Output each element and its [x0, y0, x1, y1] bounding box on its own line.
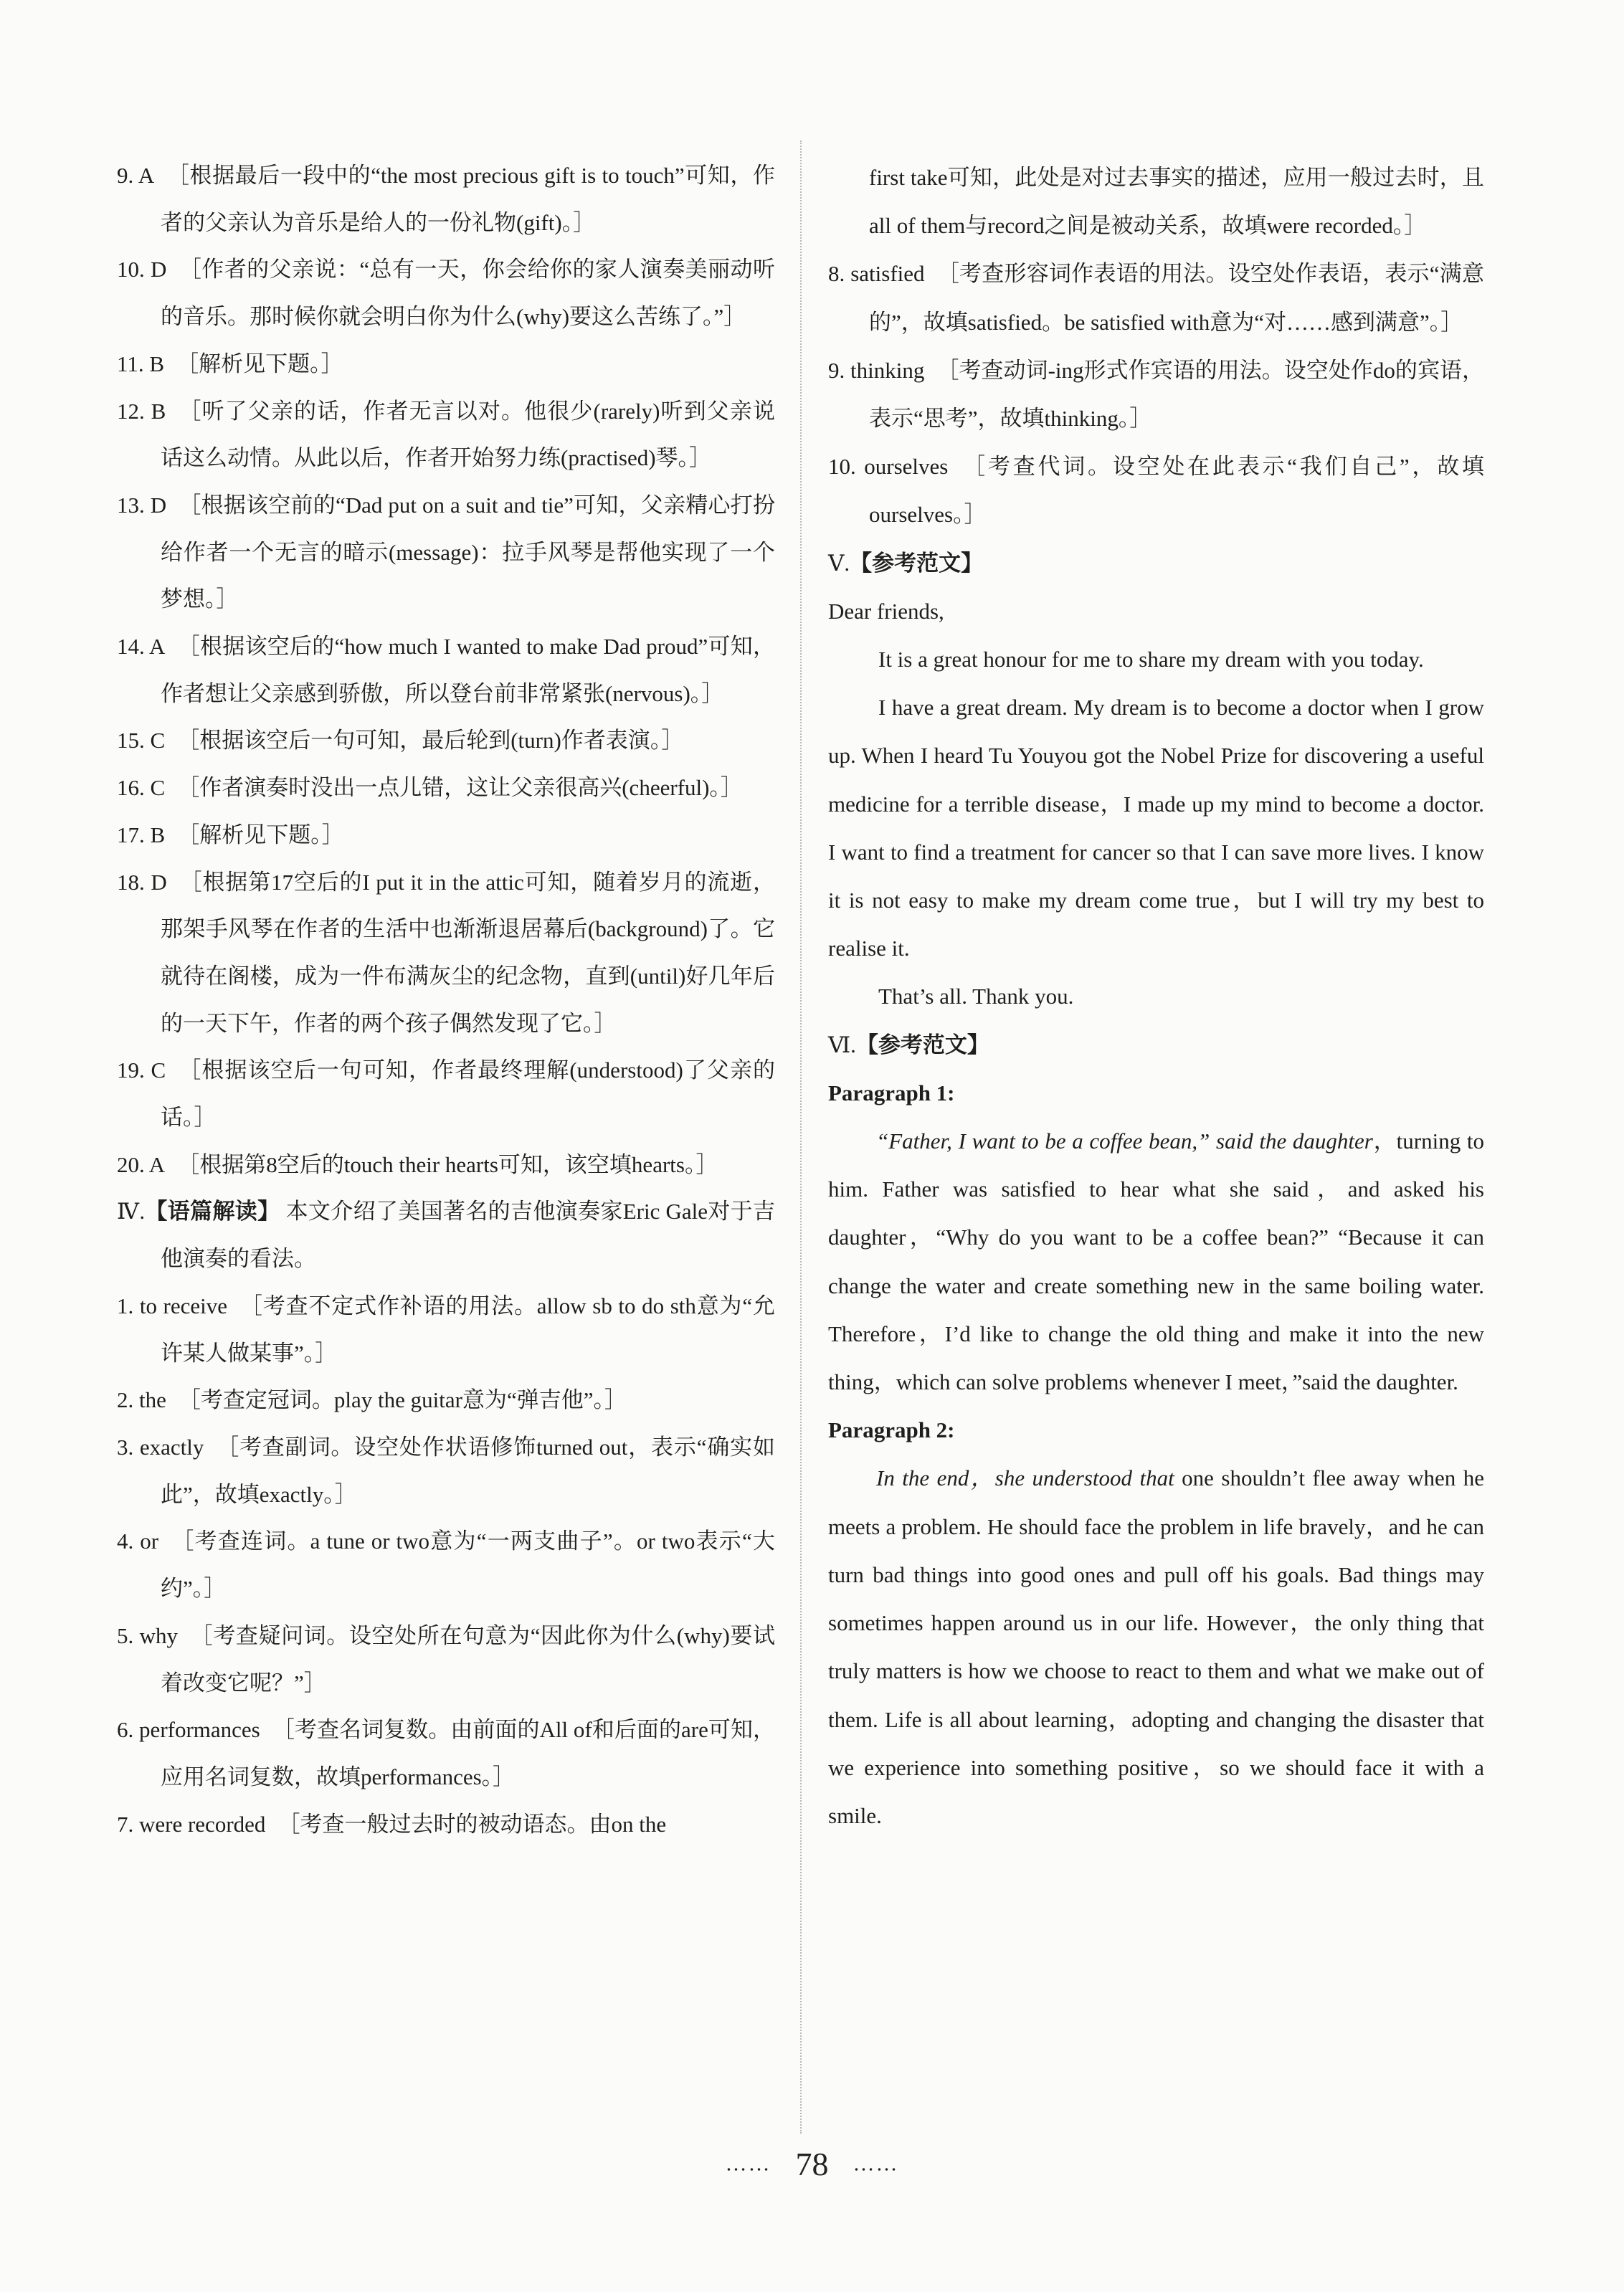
answer-number: 9. A	[117, 163, 155, 188]
footer-dots-right: ……	[853, 2151, 899, 2176]
continuation-paragraph-2	[828, 1454, 1484, 1840]
right-column	[828, 153, 1484, 1840]
answer-explanation: ［考查动词-ing形式作宾语的用法。设空处作do的宾语，表示“思考”，故填thinking。］	[869, 357, 1485, 432]
page-number: 78	[795, 2146, 829, 2182]
answer-explanation: ［解析见下题。］	[177, 822, 344, 847]
answer-explanation: ［考查一般过去时的被动语态。由on the	[277, 1811, 667, 1837]
answer-item	[117, 1283, 775, 1376]
answer-item	[117, 764, 775, 812]
essay-paragraph: It is a great honour for me to share my dream with you today.	[878, 647, 1424, 672]
answer-explanation: ［作者的父亲说：“总有一天，你会给你的家人演奏美丽动听的音乐。那时候你就会明白你为什么(why)要这么苦练了。”］	[161, 257, 775, 330]
answer-item	[117, 859, 775, 1047]
section-iv-intro	[117, 1188, 775, 1282]
answer-item	[117, 1376, 775, 1424]
answer-number: 10. ourselves	[828, 454, 949, 480]
answer-item	[117, 482, 775, 623]
answer-explanation: ［考查副词。设空处作状语修饰turned out，表示“确实如此”，故填exactly。］	[161, 1434, 775, 1507]
answer-explanation: ［根据最后一段中的“the most precious gift is to touch”可知，作者的父亲认为音乐是给人的一份礼物(gift)。］	[161, 163, 775, 235]
paragraph-2-title: Paragraph 2:	[828, 1417, 955, 1443]
answer-explanation: ［考查代词。设空处在此表示“我们自己”，故填ourselves。］	[869, 454, 1484, 528]
answer-item	[117, 1801, 775, 1848]
answer-item	[117, 1612, 775, 1706]
answer-item	[117, 341, 775, 388]
answer-number: 17. B	[117, 822, 166, 847]
answer-item	[828, 442, 1484, 538]
answer-explanation: ［考查定冠词。play the guitar意为“弹吉他”。］	[178, 1387, 627, 1413]
answer-number: 4. or	[117, 1528, 159, 1554]
section-summary: 本文介绍了美国著名的吉他演奏家Eric Gale对于吉他演奏的看法。	[161, 1199, 775, 1272]
answer-explanation: ［考查疑问词。设空处所在句意为“因此你为什么(why)要试着改变它呢？”］	[161, 1622, 775, 1696]
given-opening-sentence: In the end，she understood that	[876, 1465, 1174, 1491]
section-label: Ⅵ.	[828, 1032, 856, 1057]
answer-number: 18. D	[117, 869, 167, 895]
answer-explanation: ［听了父亲的话，作者无言以对。他很少(rarely)听到父亲说话这么动情。从此以后，作者开始努力练(practised)琴。］	[161, 398, 775, 471]
answer-number: 20. A	[117, 1151, 166, 1177]
answer-explanation: ［根据第8空后的touch their hearts可知，该空填hearts。］	[177, 1151, 718, 1177]
answer-number: 19. C	[117, 1057, 166, 1083]
answer-item	[117, 623, 775, 717]
answer-item	[117, 388, 775, 482]
answer-item	[117, 246, 775, 340]
answer-number: 16. C	[117, 775, 166, 801]
answer-number: 8. satisfied	[828, 261, 925, 287]
answer-item	[117, 1141, 775, 1189]
answer-item	[117, 1424, 775, 1518]
given-opening-sentence: “Father, I want to be a coffee bean,” said the daughter	[876, 1128, 1373, 1154]
answer-explanation: ［考查连词。a tune or two意为“一两支曲子”。or two表示“大约”。］	[161, 1528, 776, 1602]
answer-item	[117, 1518, 775, 1612]
answer-explanation: ［根据该空前的“Dad put on a suit and tie”可知，父亲精心打扮给作者一个无言的暗示(message)：拉手风琴是帮他实现了一个梦想。］	[161, 492, 775, 612]
answer-number: 2. the	[117, 1387, 166, 1413]
answer-item	[828, 346, 1484, 442]
paragraph-1-title: Paragraph 1:	[828, 1080, 955, 1105]
essay-paragraph: I have a great dream. My dream is to become a doctor when I grow up. When I heard Tu Youyou got the Nobel Prize for discovering a useful medicine for a terrible disease，I made up my mind to become a doctor. I want to find a treatment for cancer so that I can save more lives. I know it is not easy to make my dream come true，but I will try my best to realise it.	[828, 695, 1484, 961]
answer-explanation: ［解析见下题。］	[176, 351, 343, 376]
answer-item	[117, 1706, 775, 1800]
answer-number: 6. performances	[117, 1717, 260, 1743]
section-v-heading	[828, 539, 1484, 587]
paragraph-body: one shouldn’t flee away when he meets a problem. He should face the problem in life bravely，and he can turn bad things into good ones and pull off his goals. Bad things may sometimes happen around us in our life. However，the only thing that truly matters is how we choose to react to them and what we make out of them. Life is all about learning，adopting and changing the disaster that we experience into something positive，so we should face it with a smile.	[828, 1465, 1485, 1828]
answer-explanation: ［作者演奏时没出一点儿错，这让父亲很高兴(cheerful)。］	[177, 775, 743, 801]
answer-explanation: ［根据第17空后的I put it in the attic可知，随着岁月的流逝，那架手风琴在作者的生活中也渐渐退居幕后(background)了。它就待在阁楼，成为一件布满灰尘的纪念物，直到(until)好几年后的一天下午，作者的两个孩子偶然发现了它。］	[161, 869, 775, 1036]
section-heading: 【参考范文】	[855, 1032, 989, 1057]
section-heading: 【参考范文】	[850, 550, 984, 576]
continuation-paragraph-1	[828, 1117, 1484, 1406]
letter-greeting: Dear friends,	[828, 598, 944, 624]
page-footer	[0, 2145, 1624, 2183]
column-divider	[800, 141, 802, 2134]
answer-explanation-continued: first take可知，此处是对过去事实的描述，应用一般过去时，且all of them与record之间是被动关系，故填were recorded。］	[869, 165, 1484, 239]
paragraph-body: ，turning to him. Father was satisfied to hear what she said，and asked his daughter，“Why do you want to be a coffee bean?” “Because it can change the water and create something new in the same boiling water. Therefore，I’d like to change the old thing and make it into the new thing，which can solve problems whenever I meet，”said the daughter.	[828, 1128, 1484, 1395]
answer-number: 7. were recorded	[117, 1811, 266, 1837]
section-heading: 【语篇解读】	[145, 1199, 280, 1225]
left-column	[117, 152, 775, 1848]
answer-number: 5. why	[117, 1622, 178, 1648]
answer-number: 10. D	[117, 257, 167, 282]
answer-explanation: ［考查不定式作补语的用法。allow sb to do sth意为“允许某人做某事”。］	[161, 1293, 775, 1366]
answer-number: 9. thinking	[828, 357, 925, 383]
answer-explanation: ［根据该空后的“how much I wanted to make Dad proud”可知，作者想让父亲感到骄傲，所以登台前非常紧张(nervous)。］	[161, 634, 775, 706]
answer-number: 15. C	[117, 728, 166, 753]
answer-explanation: ［根据该空后一句可知，最后轮到(turn)作者表演。］	[177, 728, 684, 753]
answer-number: 3. exactly	[117, 1434, 204, 1460]
answer-explanation: ［根据该空后一句可知，作者最终理解(understood)了父亲的话。］	[161, 1057, 776, 1131]
section-label: Ⅳ.	[117, 1199, 146, 1225]
answer-number: 12. B	[117, 398, 166, 424]
answer-number: 1. to receive	[117, 1293, 228, 1318]
answer-explanation: ［考查名词复数。由前面的All of和后面的are可知，应用名词复数，故填performances。］	[161, 1717, 776, 1789]
section-label: Ⅴ.	[828, 550, 850, 576]
answer-item	[117, 812, 775, 859]
answer-number: 14. A	[117, 634, 166, 660]
answer-item	[117, 152, 775, 246]
footer-dots-left: ……	[725, 2151, 771, 2176]
answer-item	[117, 1047, 775, 1141]
essay-closing: That’s all. Thank you.	[878, 984, 1074, 1009]
answer-item	[117, 717, 775, 764]
section-vi-heading	[828, 1021, 1484, 1069]
answer-number: 11. B	[117, 351, 165, 376]
answer-number: 13. D	[117, 492, 167, 518]
answer-item	[828, 249, 1484, 346]
answer-explanation: ［考查形容词作表语的用法。设空处作表语，表示“满意的”，故填satisfied。be satisfied with意为“对……感到满意”。］	[869, 261, 1484, 335]
